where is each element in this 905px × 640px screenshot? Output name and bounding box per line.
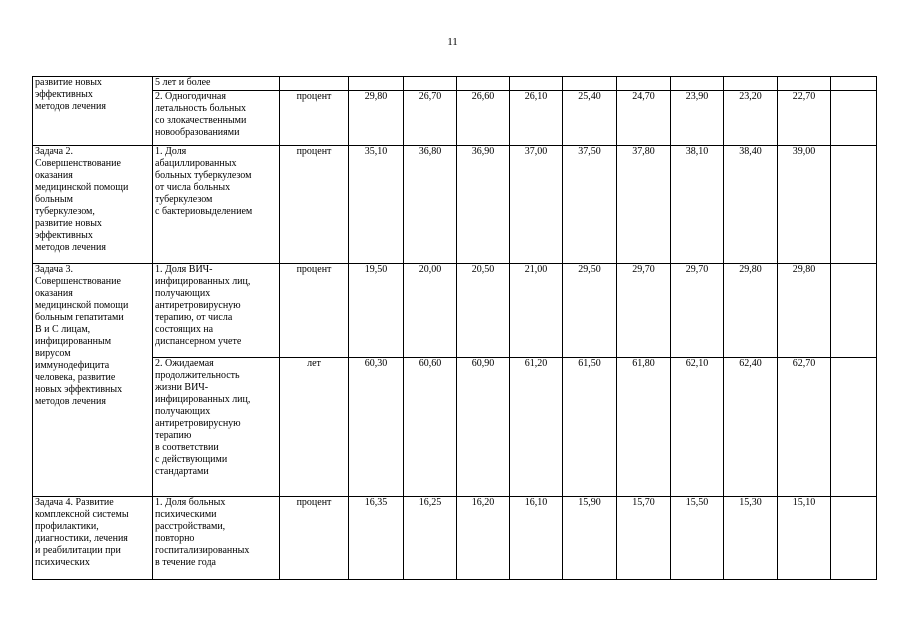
table-row <box>33 358 877 497</box>
value-cell: 37,00 <box>510 146 563 264</box>
value-cell: 21,00 <box>510 264 563 358</box>
value-cell <box>724 77 778 91</box>
value-cell: 39,00 <box>778 146 831 264</box>
page-number: 11 <box>447 36 458 48</box>
table-row <box>33 77 877 91</box>
value-cell <box>563 77 617 91</box>
value-cell: 62,40 <box>724 358 778 497</box>
table-row <box>33 146 877 264</box>
value-cell: 23,90 <box>671 91 724 146</box>
value-cell: 35,10 <box>349 146 404 264</box>
value-cell: 25,40 <box>563 91 617 146</box>
value-cell: 26,60 <box>457 91 510 146</box>
value-cell: 26,70 <box>404 91 457 146</box>
value-cell: 16,25 <box>404 497 457 580</box>
indicator-cell: 5 лет и более <box>153 77 280 91</box>
value-cell <box>457 77 510 91</box>
value-cell: 38,40 <box>724 146 778 264</box>
value-cell: 15,50 <box>671 497 724 580</box>
value-cell: 15,70 <box>617 497 671 580</box>
value-cell: 37,50 <box>563 146 617 264</box>
unit-cell <box>280 77 349 91</box>
value-cell: 16,10 <box>510 497 563 580</box>
value-cell: 61,80 <box>617 358 671 497</box>
task-cell: Задача 2. Совершенствование оказания медицинской помощи больным туберкулезом, развитие новых эффективных методов лечения <box>33 146 153 264</box>
value-cell: 29,80 <box>778 264 831 358</box>
value-cell: 19,50 <box>349 264 404 358</box>
unit-cell: процент <box>280 264 349 358</box>
value-cell: 15,90 <box>563 497 617 580</box>
unit-cell: процент <box>280 146 349 264</box>
value-cell <box>617 77 671 91</box>
value-cell: 61,50 <box>563 358 617 497</box>
value-cell: 29,70 <box>671 264 724 358</box>
value-cell: 60,60 <box>404 358 457 497</box>
empty-cell <box>831 77 877 91</box>
indicator-cell: 2. Ожидаемая продолжительность жизни ВИЧ- инфицированных лиц, получающих антиретровирусную терапию в соответствии с действующими стандартами <box>153 358 280 497</box>
value-cell: 15,30 <box>724 497 778 580</box>
unit-cell: лет <box>280 358 349 497</box>
value-cell: 20,50 <box>457 264 510 358</box>
indicator-cell: 1. Доля больных психическими расстройствами, повторно госпитализированных в течение года <box>153 497 280 580</box>
indicator-cell: 1. Доля ВИЧ- инфицированных лиц, получающих антиретровирусную терапию, от числа состоящих на диспансерном учете <box>153 264 280 358</box>
value-cell: 62,10 <box>671 358 724 497</box>
value-cell: 16,35 <box>349 497 404 580</box>
value-cell: 60,30 <box>349 358 404 497</box>
value-cell: 16,20 <box>457 497 510 580</box>
indicators-table <box>32 76 877 580</box>
value-cell: 38,10 <box>671 146 724 264</box>
value-cell: 24,70 <box>617 91 671 146</box>
empty-cell <box>831 146 877 264</box>
table-row <box>33 91 877 146</box>
table-row <box>33 497 877 580</box>
value-cell <box>404 77 457 91</box>
task-cell: развитие новых эффективных методов лечения <box>33 77 153 146</box>
indicator-cell: 2. Одногодичная летальность больных со злокачественными новообразованиями <box>153 91 280 146</box>
value-cell: 15,10 <box>778 497 831 580</box>
unit-cell: процент <box>280 497 349 580</box>
empty-cell <box>831 264 877 358</box>
value-cell <box>778 77 831 91</box>
value-cell <box>510 77 563 91</box>
value-cell: 29,80 <box>349 91 404 146</box>
value-cell: 26,10 <box>510 91 563 146</box>
value-cell: 36,90 <box>457 146 510 264</box>
value-cell: 60,90 <box>457 358 510 497</box>
empty-cell <box>831 91 877 146</box>
unit-cell: процент <box>280 91 349 146</box>
value-cell: 20,00 <box>404 264 457 358</box>
value-cell: 29,80 <box>724 264 778 358</box>
value-cell: 29,50 <box>563 264 617 358</box>
value-cell: 62,70 <box>778 358 831 497</box>
empty-cell <box>831 358 877 497</box>
value-cell: 23,20 <box>724 91 778 146</box>
task-cell: Задача 4. Развитие комплексной системы профилактики, диагностики, лечения и реабилитации при психических <box>33 497 153 580</box>
value-cell: 36,80 <box>404 146 457 264</box>
empty-cell <box>831 497 877 580</box>
task-cell: Задача 3. Совершенствование оказания медицинской помощи больным гепатитами В и С лицам, инфицированным вирусом иммунодефицита человека, развитие новых эффективных методов лечения <box>33 264 153 497</box>
value-cell: 61,20 <box>510 358 563 497</box>
value-cell: 37,80 <box>617 146 671 264</box>
indicator-cell: 1. Доля абациллированных больных туберкулезом от числа больных туберкулезом с бактериовыделением <box>153 146 280 264</box>
value-cell <box>349 77 404 91</box>
value-cell: 22,70 <box>778 91 831 146</box>
table-row <box>33 264 877 358</box>
value-cell: 29,70 <box>617 264 671 358</box>
value-cell <box>671 77 724 91</box>
